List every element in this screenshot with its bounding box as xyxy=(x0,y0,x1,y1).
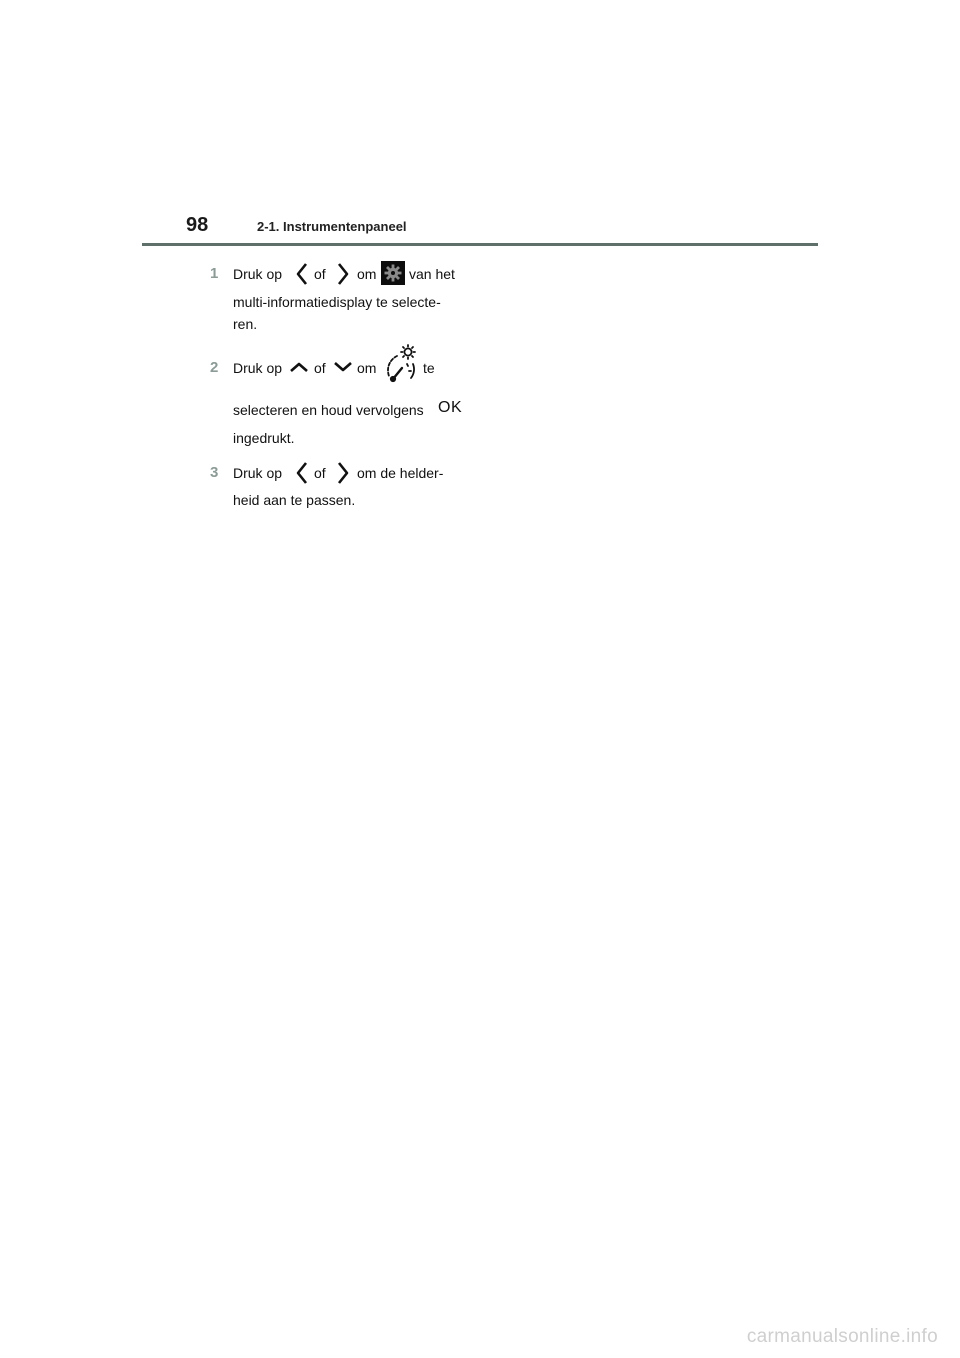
step-number: 1 xyxy=(210,265,219,282)
page-number: 98 xyxy=(186,214,209,236)
chevron-right-icon xyxy=(336,262,350,286)
chevron-up-icon xyxy=(289,361,309,373)
step-text: om xyxy=(357,360,377,376)
chevron-left-icon xyxy=(295,262,309,286)
step-text: selecteren en houd vervolgens xyxy=(233,402,424,418)
step-text: of xyxy=(314,266,326,282)
step-text: of xyxy=(314,465,326,481)
step-line: ren. xyxy=(233,316,258,332)
section-title: 2-1. Instrumentenpaneel xyxy=(257,219,407,234)
brightness-gauge-icon xyxy=(383,344,423,384)
ok-button-label: OK xyxy=(438,399,463,416)
step-text: Druk op xyxy=(233,465,283,481)
step-text: Druk op xyxy=(233,360,283,376)
step-text: van het xyxy=(409,266,455,282)
step-text: om xyxy=(357,266,377,282)
step-text: te xyxy=(423,360,435,376)
step-line: heid aan te passen. xyxy=(233,492,356,508)
step-text: of xyxy=(314,360,326,376)
step-text: om de helder- xyxy=(357,465,444,481)
step-line: ingedrukt. xyxy=(233,430,295,446)
step-line: multi-informatiedisplay te selecte- xyxy=(233,294,441,310)
step-number: 3 xyxy=(210,464,219,481)
step-number: 2 xyxy=(210,359,219,376)
chevron-right-icon xyxy=(336,461,350,485)
chevron-down-icon xyxy=(333,361,353,373)
chevron-left-icon xyxy=(295,461,309,485)
watermark: carmanualsonline.info xyxy=(746,1326,938,1347)
gear-icon xyxy=(381,261,405,285)
header-rule xyxy=(142,243,818,246)
step-text: Druk op xyxy=(233,266,283,282)
